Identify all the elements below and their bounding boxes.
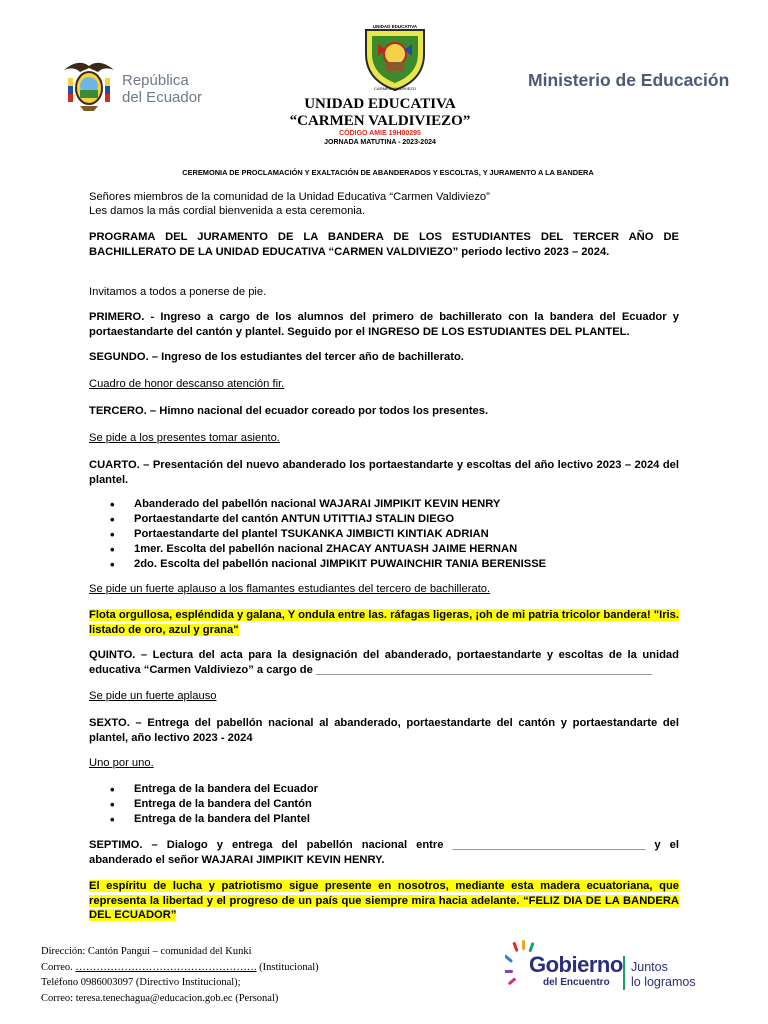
school-title-1: UNIDAD EDUCATIVA xyxy=(304,96,456,112)
step-tercero: TERCERO. – Himno nacional del ecuador coreado por todos los presentes. xyxy=(89,405,489,417)
asiento-note: Se pide a los presentes tomar asiento. xyxy=(89,432,280,444)
list-item: • 1mer. Escolta del pabellón nacional ZHACAY ANTUASH JAIME HERNAN xyxy=(110,542,546,557)
footer-correo-label: Correo. xyxy=(41,961,76,973)
list-item: • Portaestandarte del plantel TSUKANKA JIMBICTI KINTIAK ADRIAN xyxy=(110,527,546,542)
gobierno-divider xyxy=(623,956,625,990)
list-item: • Entrega de la bandera del Cantón xyxy=(110,797,318,812)
ceremony-title: CEREMONIA DE PROCLAMACIÓN Y EXALTACIÓN DE ABANDERADOS Y ESCOLTAS, Y JURAMENTO A LA BANDERA xyxy=(182,168,594,177)
jornada: JORNADA MATUTINA - 2023-2024 xyxy=(324,139,436,146)
ecuador-coat-of-arms-icon xyxy=(60,56,118,114)
aplauso-note-1: Se pide un fuerte aplauso a los flamantes estudiantes del tercero de bachillerato. xyxy=(89,583,491,595)
footer-direccion: Dirección: Cantón Pangui – comunidad del Kunki xyxy=(41,946,252,957)
school-crest-icon xyxy=(360,24,430,92)
program-title xyxy=(89,230,679,259)
school-crest xyxy=(360,24,430,92)
cuarto-list xyxy=(110,497,546,572)
republica-text-2: del Ecuador xyxy=(122,89,203,106)
step-septimo: SEPTIMO. – Dialogo y entrega del pabellón nacional entre _______________________________ y el abanderado el señor WAJARAI JIMPIKIT KEVIN HENRY. xyxy=(89,839,679,866)
amie-code: CÓDIGO AMIE 19H00295 xyxy=(339,130,421,137)
list-item: • 2do. Escolta del pabellón nacional JIMPIKIT PUWAINCHIR TANIA BERENISSE xyxy=(110,557,546,572)
school-title-2: “CARMEN VALDIVIEZO” xyxy=(289,113,471,129)
step-sexto: SEXTO. – Entrega del pabellón nacional al abanderado, portaestandarte del cantón y portaestandarte del plantel, año lectivo 2023 - 2024 xyxy=(89,717,679,744)
republica-text-1: República xyxy=(122,72,189,89)
program-title-bold: PROGRAMA DEL JURAMENTO DE LA BANDERA DE LOS ESTUDIANTES DEL TERCER AÑO DE BACHILLERATO DE LA UNIDAD EDUCATIVA “CARMEN VALDIVIEZO” xyxy=(89,231,679,258)
list-item: • Entrega de la bandera del Ecuador xyxy=(110,782,318,797)
logramos-text: lo logramos xyxy=(631,975,696,989)
cuadro-honor: Cuadro de honor descanso atención fir. xyxy=(89,378,285,390)
footer-correo-suffix: (Institucional) xyxy=(256,961,319,973)
footer-correo xyxy=(41,960,319,976)
invite-stand: Invitamos a todos a ponerse de pie. xyxy=(89,286,267,298)
footer-contact xyxy=(41,944,319,1006)
list-item: • Entrega de la bandera del Plantel xyxy=(110,812,318,827)
greeting-line-2: Les damos la más cordial bienvenida a esta ceremonia. xyxy=(89,205,366,217)
ministry-logo: Ministerio de Educación xyxy=(528,70,730,90)
program-title-period: periodo lectivo 2023 – 2024. xyxy=(458,245,610,258)
aplauso-note-2: Se pide un fuerte aplauso xyxy=(89,690,217,702)
republica-logo xyxy=(60,56,210,116)
flota-quote-text: Flota orgullosa, espléndida y galana, Y ondula entre las. ráfagas ligeras, ¡oh de mi patria tricolor bandera! "Iris. listado de oro, azul y grana" xyxy=(89,609,679,636)
step-quinto: QUINTO. – Lectura del acta para la designación del abanderado, portaestandarte y escoltas de la unidad educativa “Carmen Valdiviezo” a cargo de ______________________________________________________ xyxy=(89,649,679,676)
footer-correo-personal: Correo: teresa.tenechagua@educacion.gob.ec (Personal) xyxy=(41,992,279,1004)
list-item: • Abanderado del pabellón nacional WAJARAI JIMPIKIT KEVIN HENRY xyxy=(110,497,546,512)
espiritu-quote-text: El espíritu de lucha y patriotismo sigue presente en nosotros, mediante esta madera ecuatoriana, que representa la libertad y el progreso de un país que siempre mira hacia adelante. “FELIZ DIA DE LA BANDERA DEL ECUADOR” xyxy=(89,880,679,921)
flota-quote xyxy=(89,608,679,637)
list-item: • Portaestandarte del cantón ANTUN UTITTIAJ STALIN DIEGO xyxy=(110,512,546,527)
gobierno-logo xyxy=(505,938,715,998)
greeting-line-1: Señores miembros de la comunidad de la Unidad Educativa “Carmen Valdiviezo” xyxy=(89,191,490,203)
gobierno-word: Gobierno xyxy=(529,952,623,977)
crest-top-text: UNIDAD EDUCATIVA xyxy=(372,24,418,29)
del-encuentro: del Encuentro xyxy=(543,977,610,988)
espiritu-quote xyxy=(89,879,679,923)
step-cuarto: CUARTO. – Presentación del nuevo abanderado los portaestandarte y escoltas del año lectivo 2023 – 2024 del plantel. xyxy=(89,459,679,486)
footer-telefono: Teléfono 0986003097 (Directivo Institucional); xyxy=(41,977,241,988)
footer-correo-blank: ……………………………………………. xyxy=(75,961,257,973)
sexto-list xyxy=(110,782,318,827)
step-primero: PRIMERO. - Ingreso a cargo de los alumnos del primero de bachillerato con la bandera del Ecuador y portaestandarte del cantón y plantel. Seguido por el INGRESO DE LOS ESTUDIANTES DEL PLANTEL. xyxy=(89,311,679,338)
crest-bottom-text: CARMEN VALDIVIEZO xyxy=(374,86,416,91)
juntos-text: Juntos xyxy=(631,960,668,974)
uno-por-uno: Uno por uno. xyxy=(89,757,154,769)
step-segundo: SEGUNDO. – Ingreso de los estudiantes del tercer año de bachillerato. xyxy=(89,351,464,363)
